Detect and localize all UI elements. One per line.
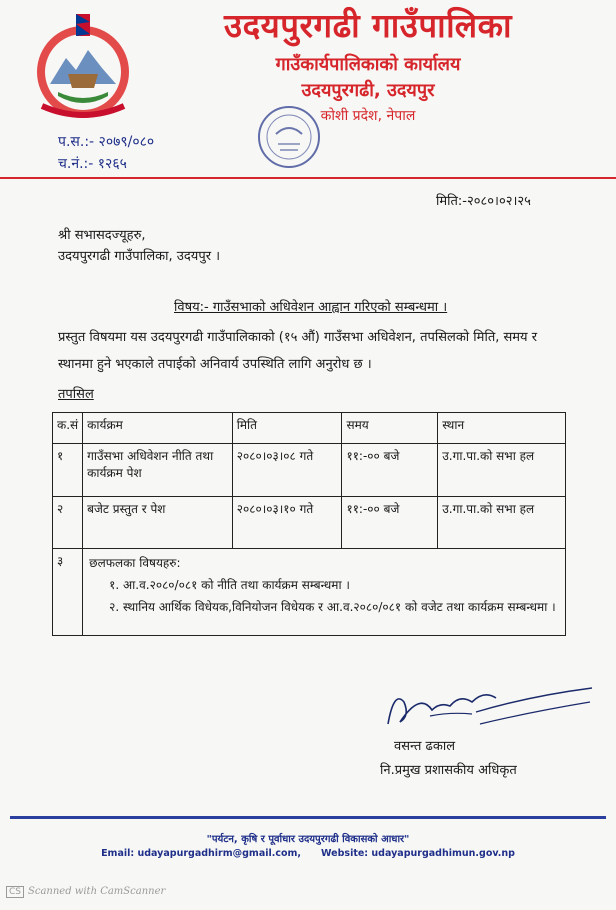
office-province: कोशी प्रदेश, नेपाल xyxy=(320,108,416,124)
fiscal-year-ref: प.स.:- २०७९/०८० xyxy=(58,134,155,150)
table-cell: ११:-०० बजे xyxy=(342,444,438,497)
municipality-title: उदयपुरगढी गाउँपालिका xyxy=(224,6,512,45)
schedule-heading: तपसिल xyxy=(58,387,94,402)
table-header-row xyxy=(53,413,566,444)
table-cell: गाउँसभा अधिवेशन नीति तथा कार्यक्रम पेश xyxy=(83,444,233,497)
camscanner-badge: CS xyxy=(6,886,24,898)
recipient-address: उदयपुरगढी गाउँपालिका, उदयपुर । xyxy=(58,249,221,264)
letter-subject: विषय:- गाउँसभाको अधिवेशन आह्वान गरिएको सम्बन्धमा । xyxy=(174,300,448,315)
table-cell: उ.गा.पा.को सभा हल xyxy=(438,497,566,549)
table-cell: २०८०।०३।०८ गते xyxy=(232,444,342,497)
table-cell: ११:-०० बजे xyxy=(342,497,438,549)
table-header: समय xyxy=(342,413,438,444)
footer-divider xyxy=(10,816,606,819)
table-cell: २ xyxy=(53,497,83,549)
letter-body: प्रस्तुत विषयमा यस उदयपुरगढी गाउँपालिकाको (१५ औं) गाउँसभा अधिवेशन, तपसिलको मिति, समय र स्थानमा हुने भएकाले तपाईको अनिवार्य उपस्थिति लागि अनुरोध छ । xyxy=(58,330,538,372)
table-row xyxy=(53,497,566,549)
topics-heading: छलफलका विषयहरु: xyxy=(89,556,181,570)
table-header: क.सं xyxy=(53,413,83,444)
office-stamp xyxy=(256,104,322,170)
topic-item: २. स्थानिय आर्थिक विधेयक,विनियोजन विधेयक र आ.व.२०८०/०८१ को वजेट तथा कार्यक्रम सम्बन्धमा । xyxy=(109,600,556,614)
topic-item: १. आ.व.२०८०/०८१ को नीति तथा कार्यक्रम सम्बन्धमा । xyxy=(109,578,350,592)
recipient-line: श्री सभासदज्यूहरु, xyxy=(58,228,146,243)
table-cell: बजेट प्रस्तुत र पेश xyxy=(83,497,233,549)
scanner-text: Scanned with CamScanner xyxy=(28,886,166,897)
table-row xyxy=(53,444,566,497)
table-cell: ३ xyxy=(53,549,83,636)
scanner-watermark xyxy=(6,886,165,898)
footer-contact xyxy=(0,848,616,859)
table-header: स्थान xyxy=(438,413,566,444)
table-header: कार्यक्रम xyxy=(83,413,233,444)
letter-date: मिति:-२०८०।०२।२५ xyxy=(436,194,531,209)
footer-email: Email: udayapurgadhirm@gmail.com, xyxy=(101,848,302,859)
office-address: उदयपुरगढी, उदयपुर xyxy=(301,80,435,101)
table-row xyxy=(53,549,566,636)
signer-name: वसन्त ढकाल xyxy=(394,739,456,754)
schedule-table xyxy=(52,412,566,636)
dispatch-number: च.नं.:- १२६५ xyxy=(58,156,127,172)
handwritten-signature xyxy=(380,672,600,742)
table-header: मिति xyxy=(232,413,342,444)
office-name: गाउँकार्यपालिकाको कार्यालय xyxy=(275,54,461,75)
table-cell: उ.गा.पा.को सभा हल xyxy=(438,444,566,497)
header-divider xyxy=(0,177,616,179)
table-cell: १ xyxy=(53,444,83,497)
footer-motto: "पर्यटन, कृषि र पूर्वाधार उदयपुरगढी विकासको आधार" xyxy=(206,834,410,845)
signer-title: नि.प्रमुख प्रशासकीय अधिकृत xyxy=(380,763,517,778)
table-cell: २०८०।०३।१० गते xyxy=(232,497,342,549)
footer-website: Website: udayapurgadhimun.gov.np xyxy=(321,848,515,859)
discussion-topics-cell xyxy=(83,549,566,636)
